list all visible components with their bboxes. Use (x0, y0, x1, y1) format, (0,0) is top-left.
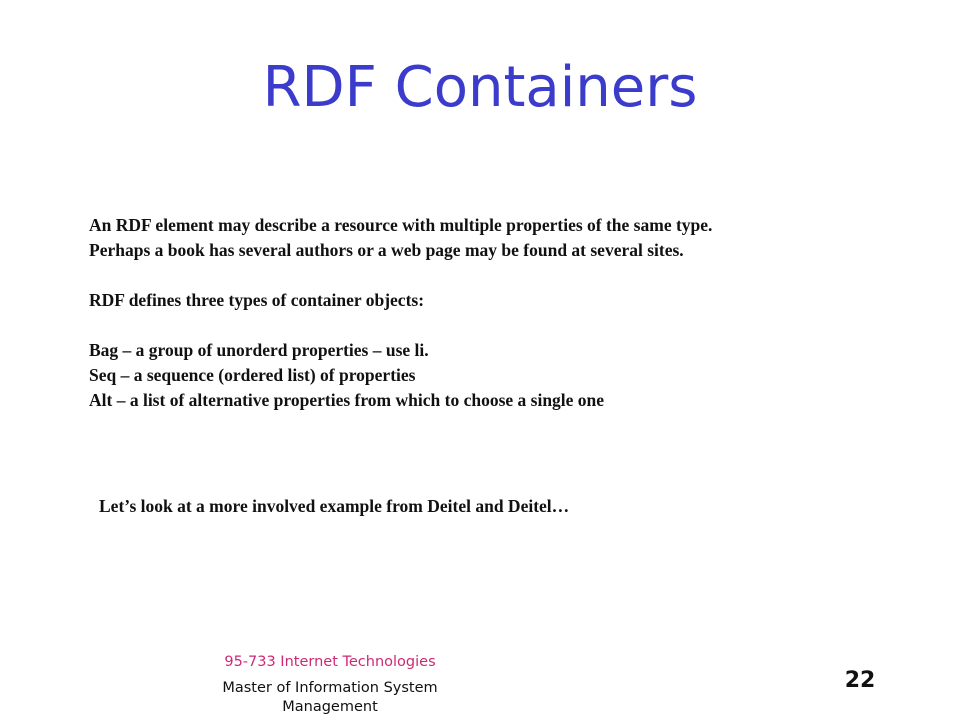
slide-title: RDF Containers (262, 55, 698, 120)
container-type-alt: Alt – a list of alternative properties from which to choose a single one (89, 390, 605, 410)
paragraph-gap (89, 313, 929, 338)
container-types-intro: RDF defines three types of container objects: (89, 290, 425, 310)
footer-course: 95-733 Internet Technologies (224, 654, 436, 670)
body-line: An RDF element may describe a resource with multiple properties of the same type. (89, 215, 713, 235)
container-type-bag: Bag – a group of unorderd properties – use li. (89, 340, 429, 360)
slide-body (89, 213, 929, 413)
page-number: 22 (844, 668, 876, 693)
paragraph-gap (89, 263, 929, 288)
body-line: Perhaps a book has several authors or a web page may be found at several sites. (89, 240, 684, 260)
container-type-seq: Seq – a sequence (ordered list) of properties (89, 365, 416, 385)
footer-program: Master of Information System Management (222, 680, 438, 715)
closing-remark: Let’s look at a more involved example from Deitel and Deitel… (99, 496, 570, 516)
